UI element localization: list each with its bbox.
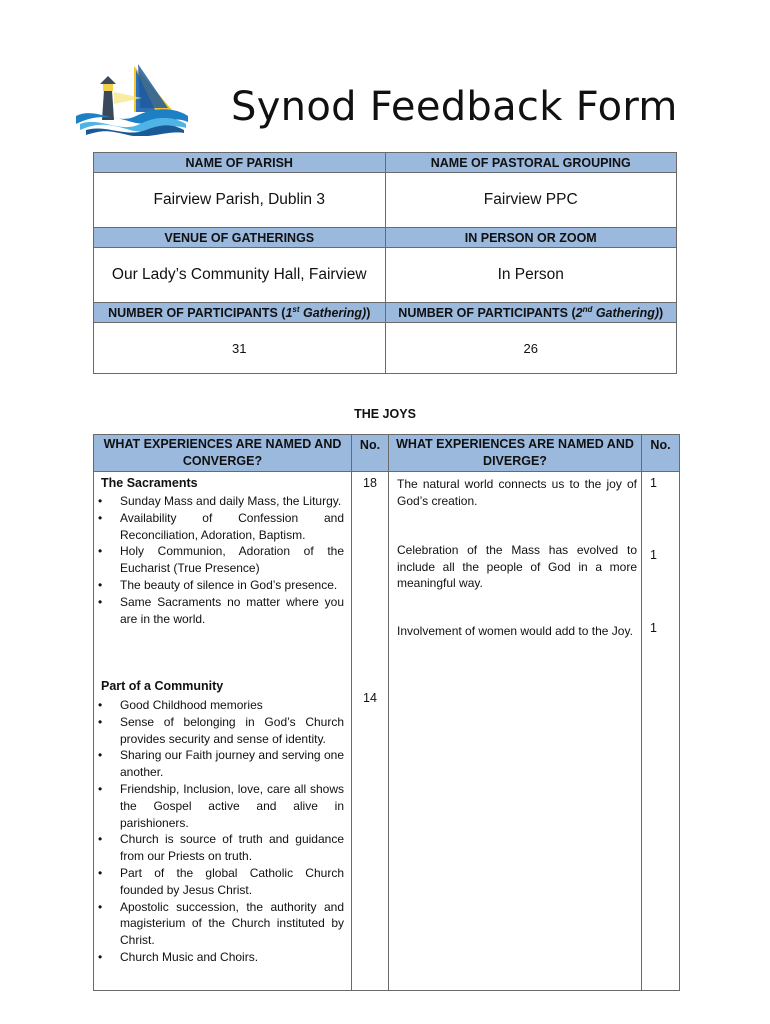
sailboat-logo	[76, 62, 188, 136]
sacraments-list	[94, 493, 344, 627]
joys-table	[93, 434, 680, 991]
community-list	[94, 697, 344, 966]
grouping-label: NAME OF PASTORAL GROUPING	[385, 153, 677, 173]
list-item: • Church is source of truth and guidance from our Priests on truth.	[94, 831, 344, 865]
count-community: 14	[363, 691, 377, 705]
diverge-cell	[389, 472, 642, 991]
joys-heading: THE JOYS	[354, 407, 416, 421]
count-sacraments: 18	[363, 476, 377, 490]
parish-info-table	[93, 152, 677, 374]
parish-label: NAME OF PARISH	[94, 153, 386, 173]
list-item: • Apostolic succession, the authority and magisterium of the Church instituted by Christ.	[94, 899, 344, 949]
diverge-header: WHAT EXPERIENCES ARE NAMED AND DIVERGE?	[389, 435, 642, 472]
list-item: • Part of the global Catholic Church founded by Jesus Christ.	[94, 865, 344, 899]
section-title-community: Part of a Community	[101, 679, 224, 693]
participants2-label: NUMBER OF PARTICIPANTS (2nd Gathering))	[385, 303, 677, 323]
diverge-item: Involvement of women would add to the Joy.	[397, 624, 633, 638]
list-item: • Sharing our Faith journey and serving one another.	[94, 747, 344, 781]
list-item: • Holy Communion, Adoration of the Eucharist (True Presence)	[94, 543, 344, 577]
converge-header: WHAT EXPERIENCES ARE NAMED AND CONVERGE?	[94, 435, 352, 472]
list-item: • Same Sacraments no matter where you are in the world.	[94, 594, 344, 628]
converge-no-header: No.	[352, 435, 389, 472]
parish-value: Fairview Parish, Dublin 3	[94, 173, 386, 228]
venue-value: Our Lady’s Community Hall, Fairview	[94, 248, 386, 303]
diverge-item: Celebration of the Mass has evolved to include all the people of God in a more meaningful way.	[397, 543, 637, 591]
page-title: Synod Feedback Form	[231, 84, 678, 130]
section-title-sacraments: The Sacraments	[101, 476, 198, 490]
venue-label: VENUE OF GATHERINGS	[94, 228, 386, 248]
list-item: • Church Music and Choirs.	[94, 949, 344, 966]
participants1-label: NUMBER OF PARTICIPANTS (1st Gathering))	[94, 303, 386, 323]
list-item: • The beauty of silence in God’s presence.	[94, 577, 344, 594]
grouping-value: Fairview PPC	[385, 173, 677, 228]
list-item: • Sunday Mass and daily Mass, the Liturgy.	[94, 493, 344, 510]
mode-label: IN PERSON OR ZOOM	[385, 228, 677, 248]
converge-cell	[94, 472, 352, 991]
participants1-value: 31	[94, 323, 386, 374]
diverge-no-header: No.	[642, 435, 680, 472]
diverge-count: 1	[650, 476, 657, 490]
diverge-count: 1	[650, 548, 657, 562]
diverge-count: 1	[650, 621, 657, 635]
list-item: • Availability of Confession and Reconciliation, Adoration, Baptism.	[94, 510, 344, 544]
list-item: • Good Childhood memories	[94, 697, 344, 714]
participants2-value: 26	[385, 323, 677, 374]
list-item: • Sense of belonging in God’s Church provides security and sense of identity.	[94, 714, 344, 748]
diverge-count-cell	[642, 472, 680, 991]
converge-count-cell	[352, 472, 389, 991]
mode-value: In Person	[385, 248, 677, 303]
diverge-item: The natural world connects us to the joy of God’s creation.	[397, 477, 637, 508]
list-item: • Friendship, Inclusion, love, care all shows the Gospel active and alive in parishioners.	[94, 781, 344, 831]
